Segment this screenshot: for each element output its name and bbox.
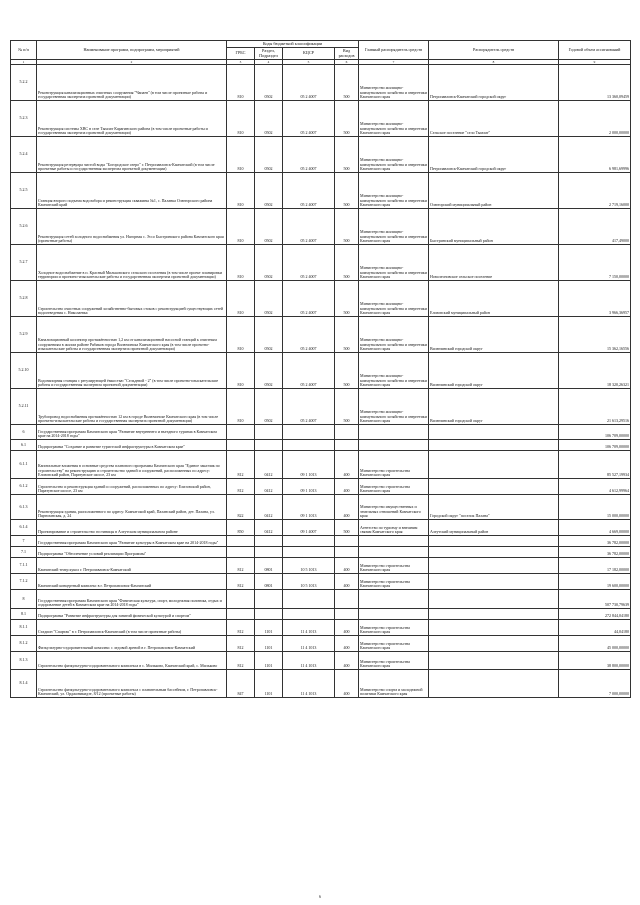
- row-rasporyaditel: Петропавловск-Камчатский городской округ: [429, 137, 559, 173]
- row-sum: 21 613,29516: [559, 389, 631, 425]
- row-kcsr: [283, 547, 335, 558]
- row-grbs: 847: [227, 670, 255, 698]
- row-razdel: [255, 590, 283, 609]
- row-name: Канализационный коллектор протяжённостью 1,2 км от канализационной насосной станций к очистным сооружениям в жилом районе Рябиков города Вилючинска Камчатского края (в том числе проектно-изыскательские работы и государственная экспертиза проектной документации): [37, 317, 227, 353]
- row-vr: 500: [335, 281, 359, 317]
- row-kcsr: [283, 590, 335, 609]
- row-number: 7.1: [11, 547, 37, 558]
- row-kcsr: 05 2 4007: [283, 389, 335, 425]
- row-vr: 500: [335, 137, 359, 173]
- row-rasporyaditel: Вилючинский городской округ: [429, 353, 559, 389]
- row-vr: 400: [335, 652, 359, 670]
- row-grbs: [227, 609, 255, 620]
- row-vr: [335, 536, 359, 547]
- row-grbs: 850: [227, 520, 255, 536]
- row-number: 5.2.10: [11, 353, 37, 389]
- table-row: [11, 495, 631, 520]
- row-sum: 19 600,00000: [559, 574, 631, 590]
- row-sum: 3 966,36957: [559, 281, 631, 317]
- index-cell: 6: [335, 60, 359, 65]
- row-razdel: 0502: [255, 65, 283, 101]
- row-name: Холодное водоснабжение в п. Красный Мильковского сельского поселения (в том числе проект планировки территории и проектно-изыскательские работы и государственная экспертиза проектной документации): [37, 245, 227, 281]
- row-kcsr: 05 2 4007: [283, 245, 335, 281]
- index-cell: 4: [255, 60, 283, 65]
- row-kcsr: 05 2 4007: [283, 137, 335, 173]
- table-row: [11, 536, 631, 547]
- row-number: 8.1.1: [11, 620, 37, 636]
- row-razdel: 0502: [255, 353, 283, 389]
- row-razdel: 0502: [255, 137, 283, 173]
- row-grbs: [227, 590, 255, 609]
- row-rasporyaditel: [429, 590, 559, 609]
- row-razdel: [255, 536, 283, 547]
- row-razdel: [255, 547, 283, 558]
- row-rasporyaditel: [429, 620, 559, 636]
- row-number: 8.1: [11, 609, 37, 620]
- row-number: 5.2.3: [11, 101, 37, 137]
- row-razdel: 0412: [255, 495, 283, 520]
- row-kcsr: 11 4 1013: [283, 636, 335, 652]
- table-row: [11, 636, 631, 652]
- table-body: [11, 60, 631, 698]
- row-sum: 106 709,00000: [559, 425, 631, 440]
- table-row: [11, 479, 631, 495]
- row-kcsr: [283, 425, 335, 440]
- row-vr: 500: [335, 520, 359, 536]
- row-vr: 400: [335, 558, 359, 574]
- row-number: 5.2.5: [11, 173, 37, 209]
- row-rasporyaditel: [429, 425, 559, 440]
- row-grbs: 810: [227, 389, 255, 425]
- row-grbs: 810: [227, 101, 255, 137]
- row-rasporyaditel: Олюторский муниципальный район: [429, 173, 559, 209]
- row-razdel: 0502: [255, 245, 283, 281]
- row-razdel: 0502: [255, 101, 283, 137]
- row-kcsr: 09 1 1013: [283, 451, 335, 479]
- row-glavny: Министерство строительства Камчатского края: [359, 558, 429, 574]
- table-row: [11, 440, 631, 451]
- row-rasporyaditel: [429, 558, 559, 574]
- row-kcsr: [283, 440, 335, 451]
- row-sum: 4 669,00000: [559, 520, 631, 536]
- row-sum: 45 000,00000: [559, 636, 631, 652]
- row-vr: [335, 547, 359, 558]
- row-glavny: Министерство жилищно-коммунального хозяйства и энергетики Камчатского края: [359, 101, 429, 137]
- table-row: [11, 281, 631, 317]
- header-kcsr: КЦСР: [283, 48, 335, 60]
- row-name: Реконструкция канализационных очистных сооружения "Чапаев" (в том числе проектные работы и государственная экспертиза проектной документации): [37, 65, 227, 101]
- row-sum: 2 719,16000: [559, 173, 631, 209]
- row-razdel: [255, 609, 283, 620]
- row-grbs: 810: [227, 317, 255, 353]
- row-number: 5.2.2: [11, 65, 37, 101]
- row-vr: 500: [335, 389, 359, 425]
- row-glavny: Министерство имущественных и земельных отношений Камчатского края: [359, 495, 429, 520]
- row-kcsr: 05 2 4007: [283, 101, 335, 137]
- row-razdel: 0502: [255, 389, 283, 425]
- row-vr: 400: [335, 479, 359, 495]
- row-name: Государственная программа Камчатского края "Развитие внутреннего и въездного туризма в Камчатском крае на 2014-2018 годы": [37, 425, 227, 440]
- row-vr: 500: [335, 317, 359, 353]
- row-name: Камчатский концертный комплекс в г. Петропавловск-Камчатский: [37, 574, 227, 590]
- row-rasporyaditel: [429, 440, 559, 451]
- row-name: Реконструкция резервуара чистой воды "Богородское озеро" г. Петропавловск-Камчатский (в том числе проектные работы и государственная экспертиза проектной документации): [37, 137, 227, 173]
- row-rasporyaditel: Сельское поселение "село Тымлат": [429, 101, 559, 137]
- row-number: 8.1.2: [11, 636, 37, 652]
- row-number: 6.1.4: [11, 520, 37, 536]
- row-razdel: 0502: [255, 209, 283, 245]
- row-sum: 106 709,00000: [559, 440, 631, 451]
- index-cell: 3: [227, 60, 255, 65]
- row-sum: 4 612,99964: [559, 479, 631, 495]
- header-row-1: [11, 41, 631, 48]
- row-glavny: Министерство жилищно-коммунального хозяйства и энергетики Камчатского края: [359, 137, 429, 173]
- header-volume: Годовой объем ассигнований: [559, 41, 631, 60]
- row-grbs: 810: [227, 137, 255, 173]
- table-row: [11, 137, 631, 173]
- row-grbs: [227, 547, 255, 558]
- index-cell: 5: [283, 60, 335, 65]
- table-row: [11, 590, 631, 609]
- row-rasporyaditel: Петропавловск-Камчатский городской округ: [429, 65, 559, 101]
- row-rasporyaditel: Новолесновское сельское поселение: [429, 245, 559, 281]
- row-name: Строительство физкультурно-оздоровительного комплекса в с. Мильково, Камчатский край, с. Мильково: [37, 652, 227, 670]
- header-glavny: Главный распорядитель средств: [359, 41, 429, 60]
- row-sum: 417,49000: [559, 209, 631, 245]
- row-vr: 500: [335, 101, 359, 137]
- row-rasporyaditel: Быстринский муниципальный район: [429, 209, 559, 245]
- header-grbs: ГРБС: [227, 48, 255, 60]
- row-glavny: [359, 440, 429, 451]
- row-glavny: Министерство жилищно-коммунального хозяйства и энергетики Камчатского края: [359, 65, 429, 101]
- row-razdel: 1101: [255, 636, 283, 652]
- row-razdel: 0801: [255, 558, 283, 574]
- row-glavny: Министерство строительства Камчатского края: [359, 636, 429, 652]
- row-glavny: Министерство строительства Камчатского края: [359, 620, 429, 636]
- table-row: [11, 520, 631, 536]
- row-number: 5.2.6: [11, 209, 37, 245]
- row-number: 7: [11, 536, 37, 547]
- row-grbs: 822: [227, 495, 255, 520]
- row-vr: [335, 590, 359, 609]
- row-vr: [335, 425, 359, 440]
- row-sum: 15 362,16556: [559, 317, 631, 353]
- row-rasporyaditel: [429, 479, 559, 495]
- row-sum: 38 800,00000: [559, 652, 631, 670]
- row-number: 5.2.4: [11, 137, 37, 173]
- row-number: 6.1: [11, 440, 37, 451]
- row-glavny: [359, 425, 429, 440]
- table-row: [11, 558, 631, 574]
- row-number: 6.1.3: [11, 495, 37, 520]
- row-razdel: [255, 425, 283, 440]
- row-number: 5.2.11: [11, 389, 37, 425]
- row-grbs: 812: [227, 479, 255, 495]
- row-sum: 507 730,79639: [559, 590, 631, 609]
- table-row: [11, 173, 631, 209]
- row-sum: 85 527,19934: [559, 451, 631, 479]
- row-name: Строительство физкультурно-оздоровительного комплекса с плавательным бассейном, г. Петропавловск-Камчатский, ул. Орджоникидзе, 8/12 (проектные работы): [37, 670, 227, 698]
- row-number: 8: [11, 590, 37, 609]
- row-glavny: Министерство строительства Камчатского края: [359, 451, 429, 479]
- table-row: [11, 652, 631, 670]
- row-name: Станция второго подъема водозабора и реконструкция скважины №1, с. Паланка Олюторского района Камчатский край: [37, 173, 227, 209]
- index-cell: 7: [359, 60, 429, 65]
- row-kcsr: 05 2 4007: [283, 281, 335, 317]
- row-glavny: Министерство жилищно-коммунального хозяйства и энергетики Камчатского края: [359, 281, 429, 317]
- row-vr: 400: [335, 670, 359, 698]
- row-grbs: [227, 536, 255, 547]
- row-glavny: Министерство жилищно-коммунального хозяйства и энергетики Камчатского края: [359, 245, 429, 281]
- row-kcsr: 10 5 1013: [283, 558, 335, 574]
- row-glavny: Министерство жилищно-коммунального хозяйства и энергетики Камчатского края: [359, 317, 429, 353]
- index-cell: 8: [429, 60, 559, 65]
- row-sum: 272 844,04180: [559, 609, 631, 620]
- row-vr: 500: [335, 65, 359, 101]
- index-cell: 2: [37, 60, 227, 65]
- row-glavny: Министерство спорта и молодежной политики Камчатского края: [359, 670, 429, 698]
- row-name: Реконструкция системы ХВС в селе Тымлат Карагинского района (в том числе проектные работы и государственная экспертиза проектной документации): [37, 101, 227, 137]
- row-kcsr: 11 4 1013: [283, 670, 335, 698]
- row-sum: 44,04180: [559, 620, 631, 636]
- row-name: Физкультурно-оздоровительный комплекс с ледовой ареной в г. Петропавловск-Камчатский: [37, 636, 227, 652]
- row-grbs: 812: [227, 636, 255, 652]
- row-kcsr: 11 4 1013: [283, 652, 335, 670]
- row-number: 5.2.9: [11, 317, 37, 353]
- row-razdel: 0412: [255, 451, 283, 479]
- row-grbs: 812: [227, 620, 255, 636]
- row-glavny: [359, 536, 429, 547]
- budget-table: [10, 40, 631, 698]
- header-name: Наименование программ, подпрограмм, мероприятий: [37, 41, 227, 60]
- table-row: [11, 245, 631, 281]
- row-kcsr: 10 5 1013: [283, 574, 335, 590]
- row-glavny: Министерство строительства Камчатского края: [359, 574, 429, 590]
- row-name: Проектирование и строительство гостиницы в Алеутском муниципальном районе: [37, 520, 227, 536]
- row-rasporyaditel: Городской округ "поселок Палана": [429, 495, 559, 520]
- row-name: Подпрограмма "Обеспечение условий реализации Программы": [37, 547, 227, 558]
- row-rasporyaditel: Вилючинский городской округ: [429, 317, 559, 353]
- row-grbs: 810: [227, 209, 255, 245]
- row-number: 5.2.8: [11, 281, 37, 317]
- row-razdel: 1101: [255, 670, 283, 698]
- table-row: [11, 65, 631, 101]
- row-vr: 500: [335, 173, 359, 209]
- row-vr: 400: [335, 636, 359, 652]
- row-grbs: 812: [227, 574, 255, 590]
- row-number: 5.2.7: [11, 245, 37, 281]
- row-number: 8.1.4: [11, 670, 37, 698]
- row-number: 7.1.2: [11, 574, 37, 590]
- row-grbs: 810: [227, 65, 255, 101]
- row-name: Подпрограмма "Развитие инфраструктуры для занятий физической культурой и спортом": [37, 609, 227, 620]
- row-glavny: Агентство по туризму и внешним связям Камчатского края: [359, 520, 429, 536]
- row-rasporyaditel: Алеутский муниципальный район: [429, 520, 559, 536]
- row-kcsr: [283, 536, 335, 547]
- row-sum: 15 000,00000: [559, 495, 631, 520]
- row-sum: 6 981,69996: [559, 137, 631, 173]
- row-rasporyaditel: Елизовский муниципальный район: [429, 281, 559, 317]
- row-sum: 7 150,00000: [559, 245, 631, 281]
- row-razdel: 0502: [255, 173, 283, 209]
- row-kcsr: 05 2 4007: [283, 65, 335, 101]
- row-name: Государственная программа Камчатского края "Физическая культура, спорт, молодежная политика, отдых и оздоровление детей в Камчатском крае на 2014-2018 годы": [37, 590, 227, 609]
- row-razdel: [255, 440, 283, 451]
- header-codes: Коды бюджетной классификации: [227, 41, 359, 48]
- row-glavny: Министерство жилищно-коммунального хозяйства и энергетики Камчатского края: [359, 173, 429, 209]
- row-grbs: 812: [227, 652, 255, 670]
- row-name: Реконструкция здания, расположенного по адресу: Камчатский край, Паланский район, дет. Палана, ул. Партизанская, д. 24: [37, 495, 227, 520]
- row-glavny: [359, 590, 429, 609]
- row-name: Стадион "Спартак" в г. Петропавловск-Камчатский (в том числе проектные работы): [37, 620, 227, 636]
- row-rasporyaditel: [429, 652, 559, 670]
- row-kcsr: 09 1 4007: [283, 520, 335, 536]
- row-kcsr: [283, 609, 335, 620]
- row-kcsr: 05 2 4007: [283, 209, 335, 245]
- table-row: [11, 620, 631, 636]
- row-vr: 500: [335, 353, 359, 389]
- row-vr: 500: [335, 245, 359, 281]
- row-sum: 2 000,00000: [559, 101, 631, 137]
- row-rasporyaditel: [429, 670, 559, 698]
- table-row: [11, 425, 631, 440]
- page-number: 6: [319, 894, 321, 899]
- row-razdel: 1101: [255, 652, 283, 670]
- row-glavny: [359, 609, 429, 620]
- header-vr: Вид расходов: [335, 48, 359, 60]
- row-name: Камчатский театр кукол г. Петропавловск-Камчатский: [37, 558, 227, 574]
- row-kcsr: 11 4 1013: [283, 620, 335, 636]
- index-cell: 9: [559, 60, 631, 65]
- row-vr: [335, 609, 359, 620]
- row-name: Водонапорная станция с регулирующей ёмкостью "Сельдевой - 2" (в том числе проектно-изыскательские работы и государственная экспертиза проектной документации): [37, 353, 227, 389]
- row-name: Капитальные вложения в основные средства планового программы Камчатского края "Единое заказчик по строительству" на реконструкцию и строительство зданий и сооружений, расположенных по адресу: Елизовский район, Паратунское шоссе, 23 км: [37, 451, 227, 479]
- row-grbs: [227, 425, 255, 440]
- row-grbs: 810: [227, 173, 255, 209]
- row-razdel: 0801: [255, 574, 283, 590]
- row-vr: 400: [335, 451, 359, 479]
- row-grbs: 810: [227, 281, 255, 317]
- row-vr: [335, 440, 359, 451]
- row-kcsr: 09 1 1013: [283, 479, 335, 495]
- row-kcsr: 09 1 1013: [283, 495, 335, 520]
- row-rasporyaditel: [429, 536, 559, 547]
- row-grbs: 810: [227, 353, 255, 389]
- row-glavny: Министерство строительства Камчатского края: [359, 652, 429, 670]
- table-row: [11, 670, 631, 698]
- row-kcsr: 05 2 4007: [283, 173, 335, 209]
- row-razdel: 0412: [255, 520, 283, 536]
- row-number: 6.1.1: [11, 451, 37, 479]
- row-name: Реконструкция сетей холодного водоснабжения ул. Нагорная с. Эссо Быстринского района Камчатского края (проектные работы): [37, 209, 227, 245]
- row-number: 8.1.3: [11, 652, 37, 670]
- row-vr: 400: [335, 620, 359, 636]
- row-razdel: 1101: [255, 620, 283, 636]
- row-sum: 17 182,00000: [559, 558, 631, 574]
- row-glavny: Министерство жилищно-коммунального хозяйства и энергетики Камчатского края: [359, 353, 429, 389]
- row-rasporyaditel: [429, 636, 559, 652]
- row-rasporyaditel: [429, 547, 559, 558]
- row-name: Подпрограмма "Создание и развитие туристской инфраструктуры в Камчатском крае": [37, 440, 227, 451]
- table-row: [11, 353, 631, 389]
- row-name: Государственная программа Камчатского края "Развитие культуры в Камчатском крае на 2014-2018 годы": [37, 536, 227, 547]
- row-rasporyaditel: [429, 574, 559, 590]
- row-razdel: 0502: [255, 317, 283, 353]
- row-vr: 500: [335, 209, 359, 245]
- row-razdel: 0502: [255, 281, 283, 317]
- table-row: [11, 609, 631, 620]
- row-grbs: 812: [227, 451, 255, 479]
- row-rasporyaditel: Вилючинский городской округ: [429, 389, 559, 425]
- row-grbs: 812: [227, 558, 255, 574]
- header-num: № п/п: [11, 41, 37, 60]
- header-rasporyaditel: Распорядитель средств: [429, 41, 559, 60]
- row-grbs: 810: [227, 245, 255, 281]
- row-glavny: Министерство жилищно-коммунального хозяйства и энергетики Камчатского края: [359, 389, 429, 425]
- table-row: [11, 389, 631, 425]
- row-rasporyaditel: [429, 609, 559, 620]
- row-sum: 36 782,00000: [559, 547, 631, 558]
- row-name: Трубопровод водоснабжения протяжённостью 12 км в городе Вилючинске Камчатского края (в том числе проектно-изыскательские работы и государственная экспертиза проектной документации): [37, 389, 227, 425]
- row-name: Строительство и реконструкция зданий и сооружений, расположенных по адресу: Елизовский район, Паратунское шоссе, 23 км: [37, 479, 227, 495]
- table-row: [11, 317, 631, 353]
- row-kcsr: 05 2 4007: [283, 353, 335, 389]
- row-glavny: [359, 547, 429, 558]
- row-number: 7.1.1: [11, 558, 37, 574]
- row-vr: 400: [335, 574, 359, 590]
- row-glavny: Министерство строительства Камчатского края: [359, 479, 429, 495]
- row-number: 6: [11, 425, 37, 440]
- row-razdel: 0412: [255, 479, 283, 495]
- row-kcsr: 05 2 4007: [283, 317, 335, 353]
- table-row: [11, 101, 631, 137]
- row-sum: 36 782,00000: [559, 536, 631, 547]
- row-sum: 13 360,09459: [559, 65, 631, 101]
- row-rasporyaditel: [429, 451, 559, 479]
- row-name: Строительство очистных сооружений хозяйственно-бытовых стоков с реконструкцией существующих сетей водоотведения с. Николаевка: [37, 281, 227, 317]
- row-grbs: [227, 440, 255, 451]
- row-number: 6.1.2: [11, 479, 37, 495]
- header-razdel: Раздел, Подраздел: [255, 48, 283, 60]
- table-row: [11, 209, 631, 245]
- table-row: [11, 451, 631, 479]
- row-sum: 18 320,26321: [559, 353, 631, 389]
- row-vr: 400: [335, 495, 359, 520]
- index-cell: 1: [11, 60, 37, 65]
- table-row: [11, 574, 631, 590]
- row-sum: 7 000,00000: [559, 670, 631, 698]
- row-glavny: Министерство жилищно-коммунального хозяйства и энергетики Камчатского края: [359, 209, 429, 245]
- table-row: [11, 547, 631, 558]
